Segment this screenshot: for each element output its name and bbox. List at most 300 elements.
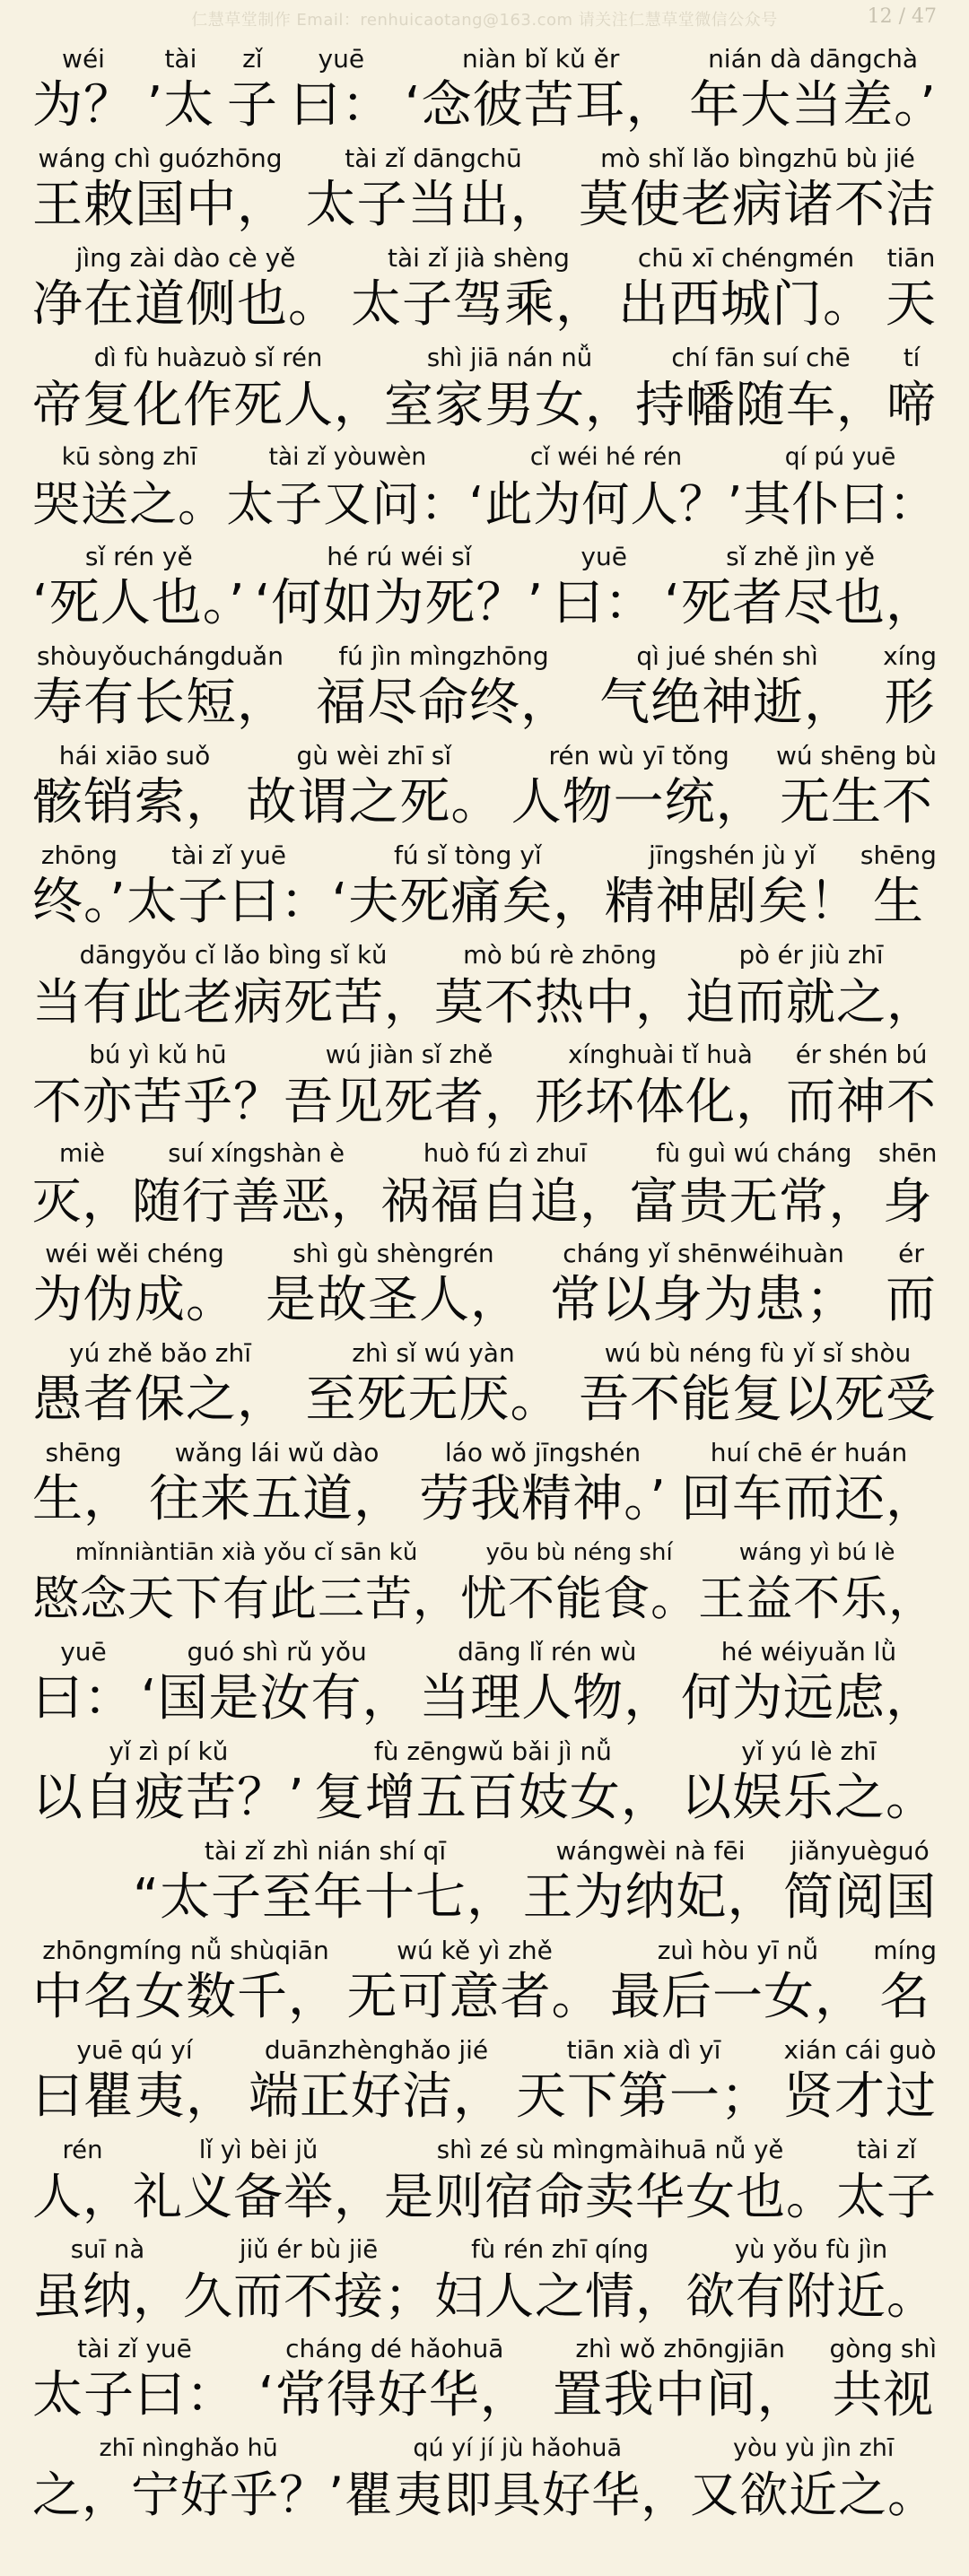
text-segment bbox=[226, 440, 468, 534]
hanzi-text: 中名女数千， bbox=[32, 1968, 339, 2026]
hanzi-text: 妇人之情， bbox=[434, 2267, 686, 2325]
text-line bbox=[32, 135, 937, 235]
hanzi-text: 为伪成。 bbox=[32, 1271, 237, 1329]
pinyin-annotation: gòng shì bbox=[829, 2334, 937, 2363]
pinyin-annotation: láo wǒ jīngshén bbox=[444, 1438, 642, 1467]
pinyin-annotation: fù rén zhī qíng bbox=[471, 2235, 649, 2264]
hanzi-text: 莫不热中， bbox=[434, 973, 686, 1031]
pinyin-annotation: tí bbox=[903, 344, 921, 372]
text-line bbox=[32, 2425, 938, 2525]
pinyin-annotation: tài zǐ dāngchū bbox=[345, 144, 522, 173]
pinyin-annotation: wéi wěi chéng bbox=[45, 1239, 224, 1268]
pinyin-annotation: yù yǒu fù jìn bbox=[734, 2235, 888, 2264]
pinyin-annotation: sǐ zhě jìn yě bbox=[726, 542, 875, 571]
text-segment bbox=[886, 1237, 937, 1330]
pinyin-annotation: kū sòng zhī bbox=[61, 443, 197, 471]
pinyin-annotation: xián cái guò bbox=[783, 2035, 937, 2065]
hanzi-text: 劳我精神。’ bbox=[419, 1470, 667, 1528]
pinyin-annotation: suí xíngshàn è bbox=[168, 1140, 345, 1168]
text-segment bbox=[32, 440, 226, 534]
hanzi-text: 形坏体化， bbox=[535, 1073, 787, 1130]
pinyin-annotation: xíng bbox=[883, 641, 937, 671]
pinyin-annotation: fù guì wú cháng bbox=[656, 1140, 852, 1168]
text-segment bbox=[605, 839, 860, 932]
hanzi-text: 曰： bbox=[290, 76, 393, 135]
text-segment bbox=[246, 739, 502, 832]
hanzi-text: 共视 bbox=[832, 2366, 935, 2424]
text-segment bbox=[32, 1038, 284, 1131]
hanzi-text: 太子曰： bbox=[32, 2366, 237, 2424]
hanzi-text: 寿有长短， bbox=[32, 674, 288, 732]
hanzi-text: 常以身为患； bbox=[550, 1271, 857, 1329]
text-line bbox=[32, 1031, 938, 1131]
pinyin-annotation: wángwèi nà fēi bbox=[555, 1836, 746, 1866]
text-segment bbox=[860, 839, 937, 932]
text-segment bbox=[535, 1038, 786, 1131]
text-segment bbox=[351, 241, 607, 335]
hanzi-text: ‘死者尽也， bbox=[664, 574, 937, 632]
text-line bbox=[32, 1131, 937, 1231]
text-segment bbox=[685, 2232, 937, 2326]
hanzi-text: 故谓之死。 bbox=[246, 773, 502, 831]
hanzi-text: 以娱乐之。 bbox=[681, 1769, 937, 1827]
text-line bbox=[32, 335, 938, 434]
hanzi-text: 瞿夷即具好华， bbox=[345, 2467, 691, 2523]
hanzi-text: 是则宿命卖华女也。 bbox=[384, 2168, 837, 2225]
hanzi-text: 王益不乐， bbox=[698, 1572, 937, 1626]
hanzi-text: 迫而就之， bbox=[685, 973, 938, 1031]
pinyin-annotation: mò shǐ lǎo bìngzhū bù jié bbox=[600, 144, 915, 173]
text-segment bbox=[579, 1336, 937, 1430]
hanzi-text: 天 bbox=[886, 275, 937, 334]
pinyin-annotation: jiǎnyuèguó bbox=[790, 1836, 930, 1866]
pinyin-annotation: niàn bǐ kǔ ěr bbox=[462, 44, 620, 74]
hanzi-text: 天下第一； bbox=[516, 2067, 772, 2126]
hanzi-text: 无可意者。 bbox=[346, 1968, 603, 2026]
pinyin-annotation: tài zǐ yòuwèn bbox=[268, 443, 427, 471]
hanzi-text: 太子又问： bbox=[226, 476, 469, 532]
text-segment bbox=[32, 1336, 288, 1430]
hanzi-text: 莫使老病诸不洁 bbox=[579, 176, 937, 234]
pinyin-annotation: tài zǐ yuē bbox=[77, 2334, 192, 2363]
hanzi-text: 曰瞿夷， bbox=[32, 2067, 237, 2126]
pinyin-annotation: suī nà bbox=[70, 2235, 145, 2264]
text-segment bbox=[133, 1834, 518, 1928]
text-line bbox=[32, 733, 937, 832]
hanzi-text: 持幡随车， bbox=[635, 376, 887, 433]
hanzi-text: 而 bbox=[886, 1271, 937, 1329]
pinyin-annotation: yú zhě bǎo zhī bbox=[69, 1338, 251, 1368]
text-line bbox=[32, 235, 937, 335]
text-segment bbox=[32, 341, 384, 434]
pinyin-annotation: guó shì rǔ yǒu bbox=[187, 1637, 367, 1667]
text-segment bbox=[32, 241, 339, 335]
text-segment bbox=[32, 540, 246, 633]
text-segment bbox=[32, 2432, 345, 2525]
text-segment bbox=[32, 1735, 305, 1828]
text-segment bbox=[306, 1336, 562, 1430]
hanzi-text: 是故圣人， bbox=[266, 1271, 521, 1329]
hanzi-text: 生， bbox=[32, 1470, 135, 1528]
text-line bbox=[32, 932, 938, 1031]
text-segment bbox=[183, 2232, 434, 2326]
hanzi-text: 其仆曰： bbox=[743, 476, 938, 532]
text-segment bbox=[681, 1635, 937, 1728]
hanzi-text: 室家男女， bbox=[384, 376, 636, 433]
hanzi-text: 精神剧矣！ bbox=[604, 873, 860, 931]
pinyin-annotation: fú jìn mìngzhōng bbox=[338, 641, 549, 671]
pinyin-annotation: zhì wǒ zhōngjiān bbox=[575, 2334, 785, 2363]
text-segment bbox=[610, 1934, 866, 2027]
pinyin-annotation: qí pú yuē bbox=[784, 443, 896, 471]
pinyin-annotation: gù wèi zhī sǐ bbox=[296, 741, 452, 770]
hanzi-text: 当有此老病死苦， bbox=[32, 973, 435, 1031]
pinyin-annotation: shēng bbox=[45, 1438, 122, 1467]
pinyin-annotation: qì jué shén shì bbox=[636, 641, 818, 671]
hanzi-text: 太子曰： bbox=[127, 873, 332, 931]
text-segment bbox=[249, 2033, 504, 2127]
hanzi-text: 身 bbox=[882, 1172, 933, 1230]
text-segment bbox=[878, 1137, 937, 1231]
pinyin-annotation: tài zǐ zhì nián shí qī bbox=[204, 1836, 447, 1866]
text-segment bbox=[316, 640, 572, 733]
pinyin-annotation: zhì sǐ wú yàn bbox=[352, 1338, 515, 1368]
hanzi-text: 当理人物， bbox=[419, 1669, 676, 1727]
text-segment bbox=[618, 241, 874, 335]
pinyin-annotation: shēng bbox=[860, 840, 937, 870]
hanzi-text: 置我中间， bbox=[552, 2366, 808, 2424]
text-line bbox=[32, 534, 937, 633]
pinyin-annotation: chū xī chéngmén bbox=[637, 243, 855, 273]
text-segment bbox=[783, 1834, 937, 1928]
text-line bbox=[32, 633, 937, 733]
text-segment bbox=[127, 839, 331, 932]
pinyin-annotation: hé rú wéi sǐ bbox=[327, 542, 472, 571]
text-segment bbox=[681, 1436, 937, 1529]
hanzi-text: 最后一女， bbox=[609, 1968, 866, 2026]
text-segment bbox=[698, 1536, 936, 1629]
text-segment bbox=[468, 440, 743, 534]
text-segment bbox=[681, 1735, 937, 1828]
hanzi-text: 人物一统， bbox=[511, 773, 767, 831]
text-segment bbox=[380, 1137, 629, 1231]
hanzi-text: 净在道侧也。 bbox=[32, 275, 339, 334]
text-segment bbox=[384, 2133, 836, 2226]
pinyin-annotation: wéi bbox=[62, 44, 105, 74]
text-segment bbox=[133, 2133, 384, 2226]
scripture-text-body bbox=[32, 36, 938, 2525]
hanzi-text: 祸福自追， bbox=[380, 1172, 630, 1230]
hanzi-text: 礼义备举， bbox=[133, 2168, 385, 2225]
text-segment bbox=[776, 739, 937, 832]
pinyin-annotation: fú sǐ tòng yǐ bbox=[394, 840, 542, 870]
pinyin-annotation: rén wù yī tǒng bbox=[548, 741, 729, 770]
hanzi-text: 不亦苦乎？ bbox=[32, 1073, 284, 1130]
hanzi-text: 端正好洁， bbox=[249, 2067, 504, 2126]
text-segment bbox=[786, 1038, 937, 1131]
pinyin-annotation: bú yì kǔ hū bbox=[89, 1040, 227, 1069]
pinyin-annotation: yǐ yú lè zhī bbox=[741, 1736, 877, 1766]
hanzi-text: 久而不接； bbox=[183, 2267, 435, 2325]
pinyin-annotation: wú jiàn sǐ zhě bbox=[325, 1040, 493, 1069]
text-segment bbox=[290, 42, 392, 135]
pinyin-annotation: jiǔ ér bù jiē bbox=[239, 2235, 379, 2264]
text-segment bbox=[255, 540, 545, 633]
text-line bbox=[32, 2127, 938, 2226]
hanzi-text: ‘念彼苦耳， bbox=[404, 76, 677, 135]
hanzi-text: 欲有附近。 bbox=[685, 2267, 938, 2325]
hanzi-text: 太子驾乘， bbox=[351, 275, 607, 334]
pinyin-annotation: cháng yǐ shēnwéihuàn bbox=[563, 1239, 844, 1268]
pinyin-annotation: yōu bù néng shí bbox=[485, 1539, 673, 1566]
text-segment bbox=[32, 739, 237, 832]
text-segment bbox=[434, 2232, 685, 2326]
pinyin-annotation: cháng dé hǎohuā bbox=[285, 2334, 504, 2363]
pinyin-annotation: ér bbox=[898, 1239, 924, 1268]
text-line bbox=[32, 1330, 937, 1430]
text-segment bbox=[227, 42, 278, 135]
text-segment bbox=[516, 2033, 772, 2127]
pinyin-annotation: pò ér jiù zhī bbox=[738, 941, 884, 970]
text-segment bbox=[32, 42, 135, 135]
hanzi-text: 太子 bbox=[836, 2168, 938, 2225]
pinyin-annotation: shì zé sù mìngmàihuā nǚ yě bbox=[436, 2136, 784, 2164]
pinyin-annotation: zhōng bbox=[40, 840, 118, 870]
hanzi-text: 往来五道， bbox=[149, 1470, 406, 1528]
text-segment bbox=[689, 42, 937, 135]
hanzi-text: 福尽命终， bbox=[316, 674, 572, 732]
pinyin-annotation: wú kě yì zhě bbox=[397, 1936, 553, 1965]
text-segment bbox=[32, 839, 127, 932]
text-line bbox=[32, 1529, 937, 1629]
text-segment bbox=[599, 640, 855, 733]
hanzi-text: 至死无厌。 bbox=[305, 1371, 562, 1429]
hanzi-text: 哭送之。 bbox=[32, 476, 227, 532]
text-segment bbox=[883, 640, 937, 733]
pinyin-annotation: huí chē ér huán bbox=[710, 1438, 908, 1467]
hanzi-text: 气绝神逝， bbox=[599, 674, 856, 732]
hanzi-text: 又欲近之。 bbox=[690, 2467, 938, 2523]
text-line bbox=[32, 1928, 937, 2027]
pinyin-annotation: wú bù néng fù yǐ sǐ shòu bbox=[604, 1338, 912, 1368]
text-segment bbox=[886, 241, 937, 335]
text-segment bbox=[346, 1934, 602, 2027]
text-segment bbox=[873, 1934, 937, 2027]
text-segment bbox=[630, 1137, 878, 1231]
text-segment bbox=[886, 341, 937, 434]
hanzi-text: 简阅国 bbox=[782, 1868, 937, 1927]
hanzi-text: 太子当出， bbox=[305, 176, 562, 234]
text-line bbox=[32, 434, 938, 534]
pinyin-annotation: shì gù shèngrén bbox=[292, 1239, 494, 1268]
hanzi-text: 愍念天下有此三苦， bbox=[32, 1572, 461, 1626]
hanzi-text: 吾不能复以死受 bbox=[579, 1371, 937, 1429]
text-segment bbox=[405, 42, 677, 135]
pinyin-annotation: rén bbox=[62, 2136, 103, 2164]
text-segment bbox=[419, 1635, 675, 1728]
pinyin-annotation: yǐ zì pí kǔ bbox=[109, 1736, 229, 1766]
hanzi-text: 王为纳妃， bbox=[522, 1868, 779, 1927]
text-segment bbox=[32, 1137, 132, 1231]
text-segment bbox=[635, 341, 886, 434]
text-segment bbox=[32, 1436, 135, 1529]
text-segment bbox=[460, 1536, 698, 1629]
text-segment bbox=[32, 1934, 339, 2027]
hanzi-text: 名 bbox=[879, 1968, 931, 2026]
text-segment bbox=[553, 540, 655, 633]
text-segment bbox=[523, 1834, 779, 1928]
text-segment bbox=[314, 1735, 672, 1828]
pinyin-annotation: yuē qú yí bbox=[76, 2035, 193, 2065]
pinyin-annotation: yuē bbox=[581, 542, 627, 571]
text-segment bbox=[32, 1635, 135, 1728]
text-segment bbox=[743, 440, 937, 534]
watermark-text: 仁慧草堂制作 Email：renhuicaotang@163.com 请关注仁慧草堂微信公众号 bbox=[191, 11, 778, 30]
text-segment bbox=[384, 341, 635, 434]
hanzi-text: 王敕国中， bbox=[32, 176, 288, 234]
hanzi-text: ‘死人也。’ bbox=[32, 574, 246, 632]
hanzi-text: 生 bbox=[872, 873, 924, 931]
text-segment bbox=[32, 938, 434, 1031]
text-segment bbox=[783, 2033, 937, 2127]
hanzi-text: ’太 bbox=[146, 76, 215, 135]
text-segment bbox=[32, 2332, 237, 2425]
pinyin-annotation: sǐ rén yě bbox=[84, 542, 193, 571]
text-segment bbox=[664, 540, 937, 633]
text-line bbox=[32, 2027, 937, 2127]
text-line bbox=[32, 1728, 937, 1828]
hanzi-text: 啼 bbox=[886, 376, 938, 433]
pinyin-annotation: cǐ wéi hé rén bbox=[529, 443, 683, 471]
hanzi-text: 灭， bbox=[32, 1172, 132, 1230]
text-line bbox=[32, 832, 937, 932]
pinyin-annotation: wáng chì guózhōng bbox=[38, 144, 283, 173]
pinyin-annotation: miè bbox=[59, 1140, 105, 1168]
hanzi-text: 曰： bbox=[553, 574, 656, 632]
hanzi-text: 富贵无常， bbox=[629, 1172, 878, 1230]
hanzi-text: 骸销索， bbox=[32, 773, 237, 831]
hanzi-text: 忧不能食。 bbox=[460, 1572, 699, 1626]
text-segment bbox=[836, 2133, 937, 2226]
hanzi-text: 为？ bbox=[32, 76, 135, 135]
hanzi-text: 人， bbox=[32, 2168, 134, 2225]
pinyin-annotation: tiān bbox=[886, 243, 936, 273]
pinyin-annotation: zhī nìnghǎo hū bbox=[99, 2434, 278, 2462]
hanzi-text: 回车而还， bbox=[681, 1470, 937, 1528]
text-line bbox=[32, 2226, 938, 2326]
hanzi-text: 年大当差。’ bbox=[689, 76, 937, 135]
hanzi-text: 终。’ bbox=[32, 873, 127, 931]
pinyin-annotation: yuē bbox=[318, 44, 365, 74]
hanzi-text: ‘常得好华， bbox=[258, 2366, 531, 2424]
pinyin-annotation: ér shén bú bbox=[795, 1040, 928, 1069]
pinyin-annotation: huò fú zì zhuī bbox=[423, 1140, 588, 1168]
hanzi-text: 复增五百妓女， bbox=[313, 1769, 672, 1827]
pinyin-annotation: shòuyǒuchángduǎn bbox=[37, 641, 284, 671]
hanzi-text: ‘何如为死？’ bbox=[254, 574, 545, 632]
text-segment bbox=[306, 142, 562, 235]
pinyin-annotation: zuì hòu yī nǚ bbox=[657, 1936, 819, 1965]
text-segment bbox=[685, 938, 937, 1031]
pinyin-annotation: dì fù huàzuò sǐ rén bbox=[93, 344, 323, 372]
hanzi-text: 何为远虑， bbox=[680, 1669, 937, 1727]
text-segment bbox=[690, 2432, 937, 2525]
text-line bbox=[32, 1629, 937, 1728]
text-segment bbox=[434, 938, 685, 1031]
pinyin-annotation: qú yí jí jù hǎohuā bbox=[413, 2434, 622, 2462]
pinyin-annotation: hái xiāo suǒ bbox=[58, 741, 211, 770]
text-segment bbox=[550, 1237, 857, 1330]
text-segment bbox=[258, 2332, 531, 2425]
text-segment bbox=[32, 2033, 237, 2127]
text-line bbox=[32, 1828, 937, 1928]
pinyin-annotation: nián dà dāngchà bbox=[708, 44, 918, 74]
hanzi-text: 虽纳， bbox=[32, 2267, 184, 2325]
pinyin-annotation: zǐ bbox=[242, 44, 263, 74]
hanzi-text: 帝复化作死人， bbox=[32, 376, 385, 433]
pinyin-annotation: shēn bbox=[877, 1140, 938, 1168]
pinyin-annotation: xínghuài tǐ huà bbox=[568, 1040, 753, 1069]
hanzi-text: 曰： bbox=[32, 1669, 135, 1727]
pinyin-annotation: wáng yì bú lè bbox=[738, 1539, 895, 1566]
pinyin-annotation: zhōngmíng nǚ shùqiān bbox=[42, 1936, 329, 1965]
pinyin-annotation: chí fān suí chē bbox=[671, 344, 851, 372]
pinyin-annotation: jīngshén jù yǐ bbox=[649, 840, 816, 870]
text-segment bbox=[345, 2432, 690, 2525]
pinyin-annotation: hé wéiyuǎn lǜ bbox=[720, 1637, 897, 1667]
hanzi-text: ‘夫死痛矣， bbox=[331, 873, 605, 931]
hanzi-text: 之，宁好乎？’ bbox=[32, 2467, 345, 2523]
pinyin-annotation: duānzhènghǎo jié bbox=[264, 2035, 489, 2065]
text-segment bbox=[32, 142, 288, 235]
pinyin-annotation: tài bbox=[164, 44, 197, 74]
hanzi-text: 贤才过 bbox=[783, 2067, 937, 2126]
hanzi-text: 出西城门。 bbox=[618, 275, 874, 334]
text-segment bbox=[141, 1635, 414, 1728]
text-segment bbox=[32, 2133, 133, 2226]
hanzi-text: 随行善恶， bbox=[131, 1172, 381, 1230]
pinyin-annotation: míng bbox=[873, 1936, 937, 1965]
pinyin-annotation: tài zǐ bbox=[857, 2136, 917, 2164]
pinyin-annotation: mò bú rè zhōng bbox=[463, 941, 657, 970]
pinyin-annotation: lǐ yì bèi jǔ bbox=[198, 2136, 319, 2164]
text-line bbox=[32, 1231, 937, 1330]
hanzi-text: 以自疲苦？’ bbox=[32, 1769, 305, 1827]
pinyin-annotation: wǎng lái wǔ dào bbox=[174, 1438, 380, 1467]
text-line bbox=[32, 1430, 937, 1529]
hanzi-text: 无生不 bbox=[779, 773, 933, 831]
text-segment bbox=[579, 142, 937, 235]
text-segment bbox=[149, 1436, 405, 1529]
hanzi-text: 愚者保之， bbox=[32, 1371, 288, 1429]
text-segment bbox=[32, 1237, 237, 1330]
pinyin-annotation: fù zēngwǔ bǎi jì nǚ bbox=[373, 1736, 612, 1766]
text-segment bbox=[830, 2332, 937, 2425]
text-segment bbox=[266, 1237, 521, 1330]
pinyin-annotation: dāng lǐ rén wù bbox=[458, 1637, 637, 1667]
hanzi-text: 而神不 bbox=[786, 1073, 938, 1130]
text-segment bbox=[419, 1436, 667, 1529]
hanzi-text: “太子至年十七， bbox=[133, 1868, 519, 1927]
text-segment bbox=[32, 1536, 460, 1629]
text-segment bbox=[32, 2232, 183, 2326]
hanzi-text: 形 bbox=[884, 674, 936, 732]
text-line bbox=[32, 2326, 937, 2425]
pinyin-annotation: yòu yù jìn zhī bbox=[732, 2434, 895, 2462]
hanzi-text: 子 bbox=[226, 76, 278, 135]
pinyin-annotation: yuē bbox=[60, 1637, 107, 1667]
text-line bbox=[32, 36, 937, 135]
